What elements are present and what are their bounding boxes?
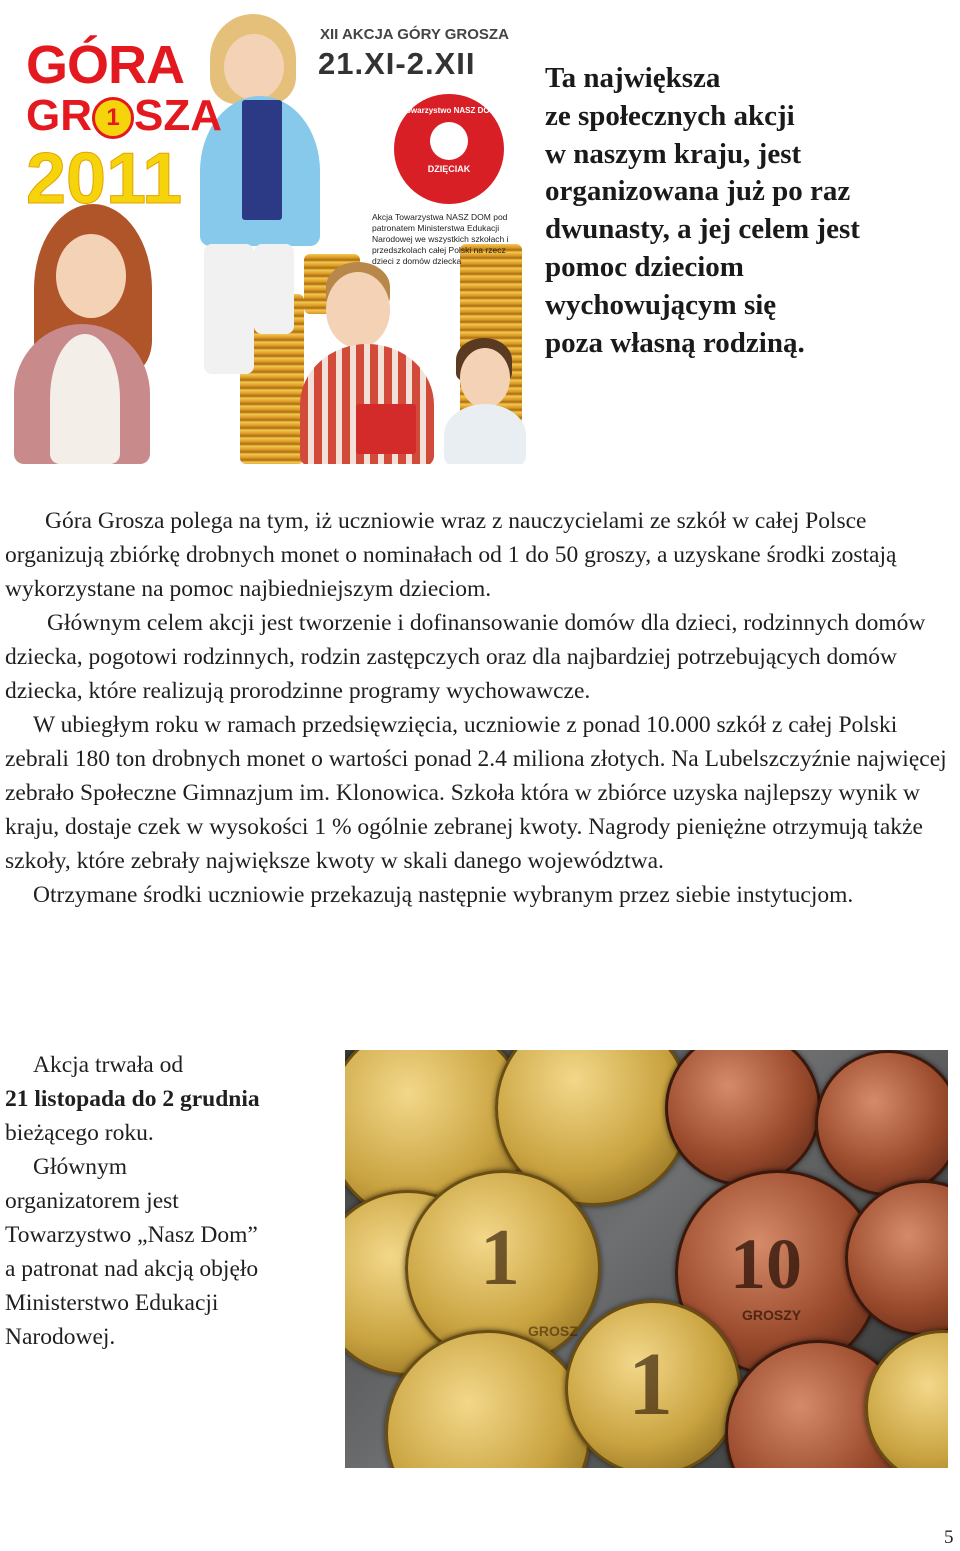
event-dates: 21 listopada do 2 grudnia	[5, 1086, 260, 1112]
intro-line: w naszym kraju, jest	[545, 137, 802, 170]
smiley-icon	[430, 122, 468, 160]
page-number: 5	[944, 1527, 954, 1548]
coin	[565, 1300, 741, 1468]
logo-word-grosza: GR 1 SZA	[26, 91, 222, 140]
intro-heading	[545, 60, 945, 362]
child-figure	[50, 334, 120, 464]
coins-photo	[345, 1050, 948, 1468]
child-figure	[460, 348, 510, 408]
badge-text: Towarzystwo NASZ DOM	[401, 106, 497, 115]
detail-line: organizatorem jest	[5, 1188, 179, 1214]
coin-value: 10	[730, 1224, 802, 1304]
intro-line: poza własną rodziną.	[545, 326, 805, 359]
coin-text: GROSZY	[742, 1307, 802, 1323]
child-figure	[254, 244, 294, 334]
child-figure	[204, 244, 254, 374]
child-figure	[224, 34, 284, 100]
organizer-badge	[394, 94, 504, 204]
badge-text: DZIĘCIAK	[427, 164, 471, 174]
poster-edition: XII AKCJA GÓRY GROSZA	[320, 26, 509, 43]
detail-line: a patronat nad akcją objęło	[5, 1256, 259, 1282]
intro-line: pomoc dzieciom	[545, 250, 744, 283]
intro-line: Ta największa	[545, 62, 721, 94]
poster-logo	[26, 35, 222, 220]
coin-text: GROSZ	[528, 1323, 578, 1339]
detail-line: bieżącego roku.	[5, 1120, 154, 1146]
paragraph: Góra Grosza polega na tym, iż uczniowie wraz z nauczycielami ze szkół w całej Polsce organizują zbiórkę drobnych monet o nominałach od 1 do 50 groszy, a uzyskane środki zostają wykorzystane na pomoc najbiedniejszym dzieciom.	[5, 508, 897, 602]
coin-value: 1	[480, 1214, 520, 1302]
detail-line: Głównym	[33, 1154, 127, 1180]
intro-line: organizowana już po raz	[545, 175, 851, 208]
coin-value: 1	[628, 1335, 673, 1434]
logo-word-gora: GÓRA	[26, 35, 184, 95]
detail-line: Towarzystwo „Nasz Dom”	[5, 1222, 258, 1248]
paragraph: Otrzymane środki uczniowie przekazują następnie wybranym przez siebie instytucjom.	[33, 882, 854, 908]
coin	[865, 1330, 948, 1468]
poster-note: Akcja Towarzystwa NASZ DOM pod patronatem Ministerstwa Edukacji Narodowej we wszystkich szkołach i przedszkolach całej Polski na rzecz dzieci z domów dziecka	[372, 212, 509, 266]
book-figure	[356, 404, 416, 454]
child-figure	[326, 272, 390, 348]
detail-line: Narodowej.	[5, 1324, 116, 1350]
article-body	[5, 504, 953, 912]
coin	[665, 1050, 821, 1186]
intro-line: ze społecznych akcji	[545, 99, 795, 132]
detail-line: Ministerstwo Edukacji	[5, 1290, 219, 1316]
coin-icon: 1	[92, 97, 134, 139]
book-figure	[242, 100, 282, 220]
intro-line: wychowującym się	[545, 288, 777, 321]
poster-dates: 21.XI-2.XII	[318, 46, 476, 81]
intro-line: dwunasty, a jej celem jest	[545, 213, 860, 246]
detail-line: Akcja trwała od	[33, 1052, 184, 1078]
paragraph: Głównym celem akcji jest tworzenie i dofinansowanie domów dla dzieci, rodzinnych domów dziecka, pogotowi rodzinnych, rodzin zastępczych oraz dla najbardziej potrzebujących domów dziecka, które realizują prorodzinne programy wychowawcze.	[5, 610, 926, 704]
coin	[815, 1050, 948, 1196]
event-details	[5, 1048, 345, 1354]
logo-year: 2011	[26, 139, 183, 220]
poster-image	[4, 4, 526, 464]
child-figure	[56, 234, 126, 318]
paragraph: W ubiegłym roku w ramach przedsięwzięcia, uczniowie z ponad 10.000 szkół z całej Polski zebrali 180 ton drobnych monet o wartości ponad 2.4 miliona złotych. Na Lubelszczyźnie najwięcej zebrało Społeczne Gimnazjum im. Klonowica. Szkoła która w zbiórce uzyska najlepszy wynik w kraju, dostaje czek w wysokości 1 % ogólnie zebranej kwoty. Nagrody pieniężne otrzymują także szkoły, które zebrały największe kwoty w skali danego województwa.	[5, 712, 947, 874]
child-figure	[444, 404, 526, 464]
